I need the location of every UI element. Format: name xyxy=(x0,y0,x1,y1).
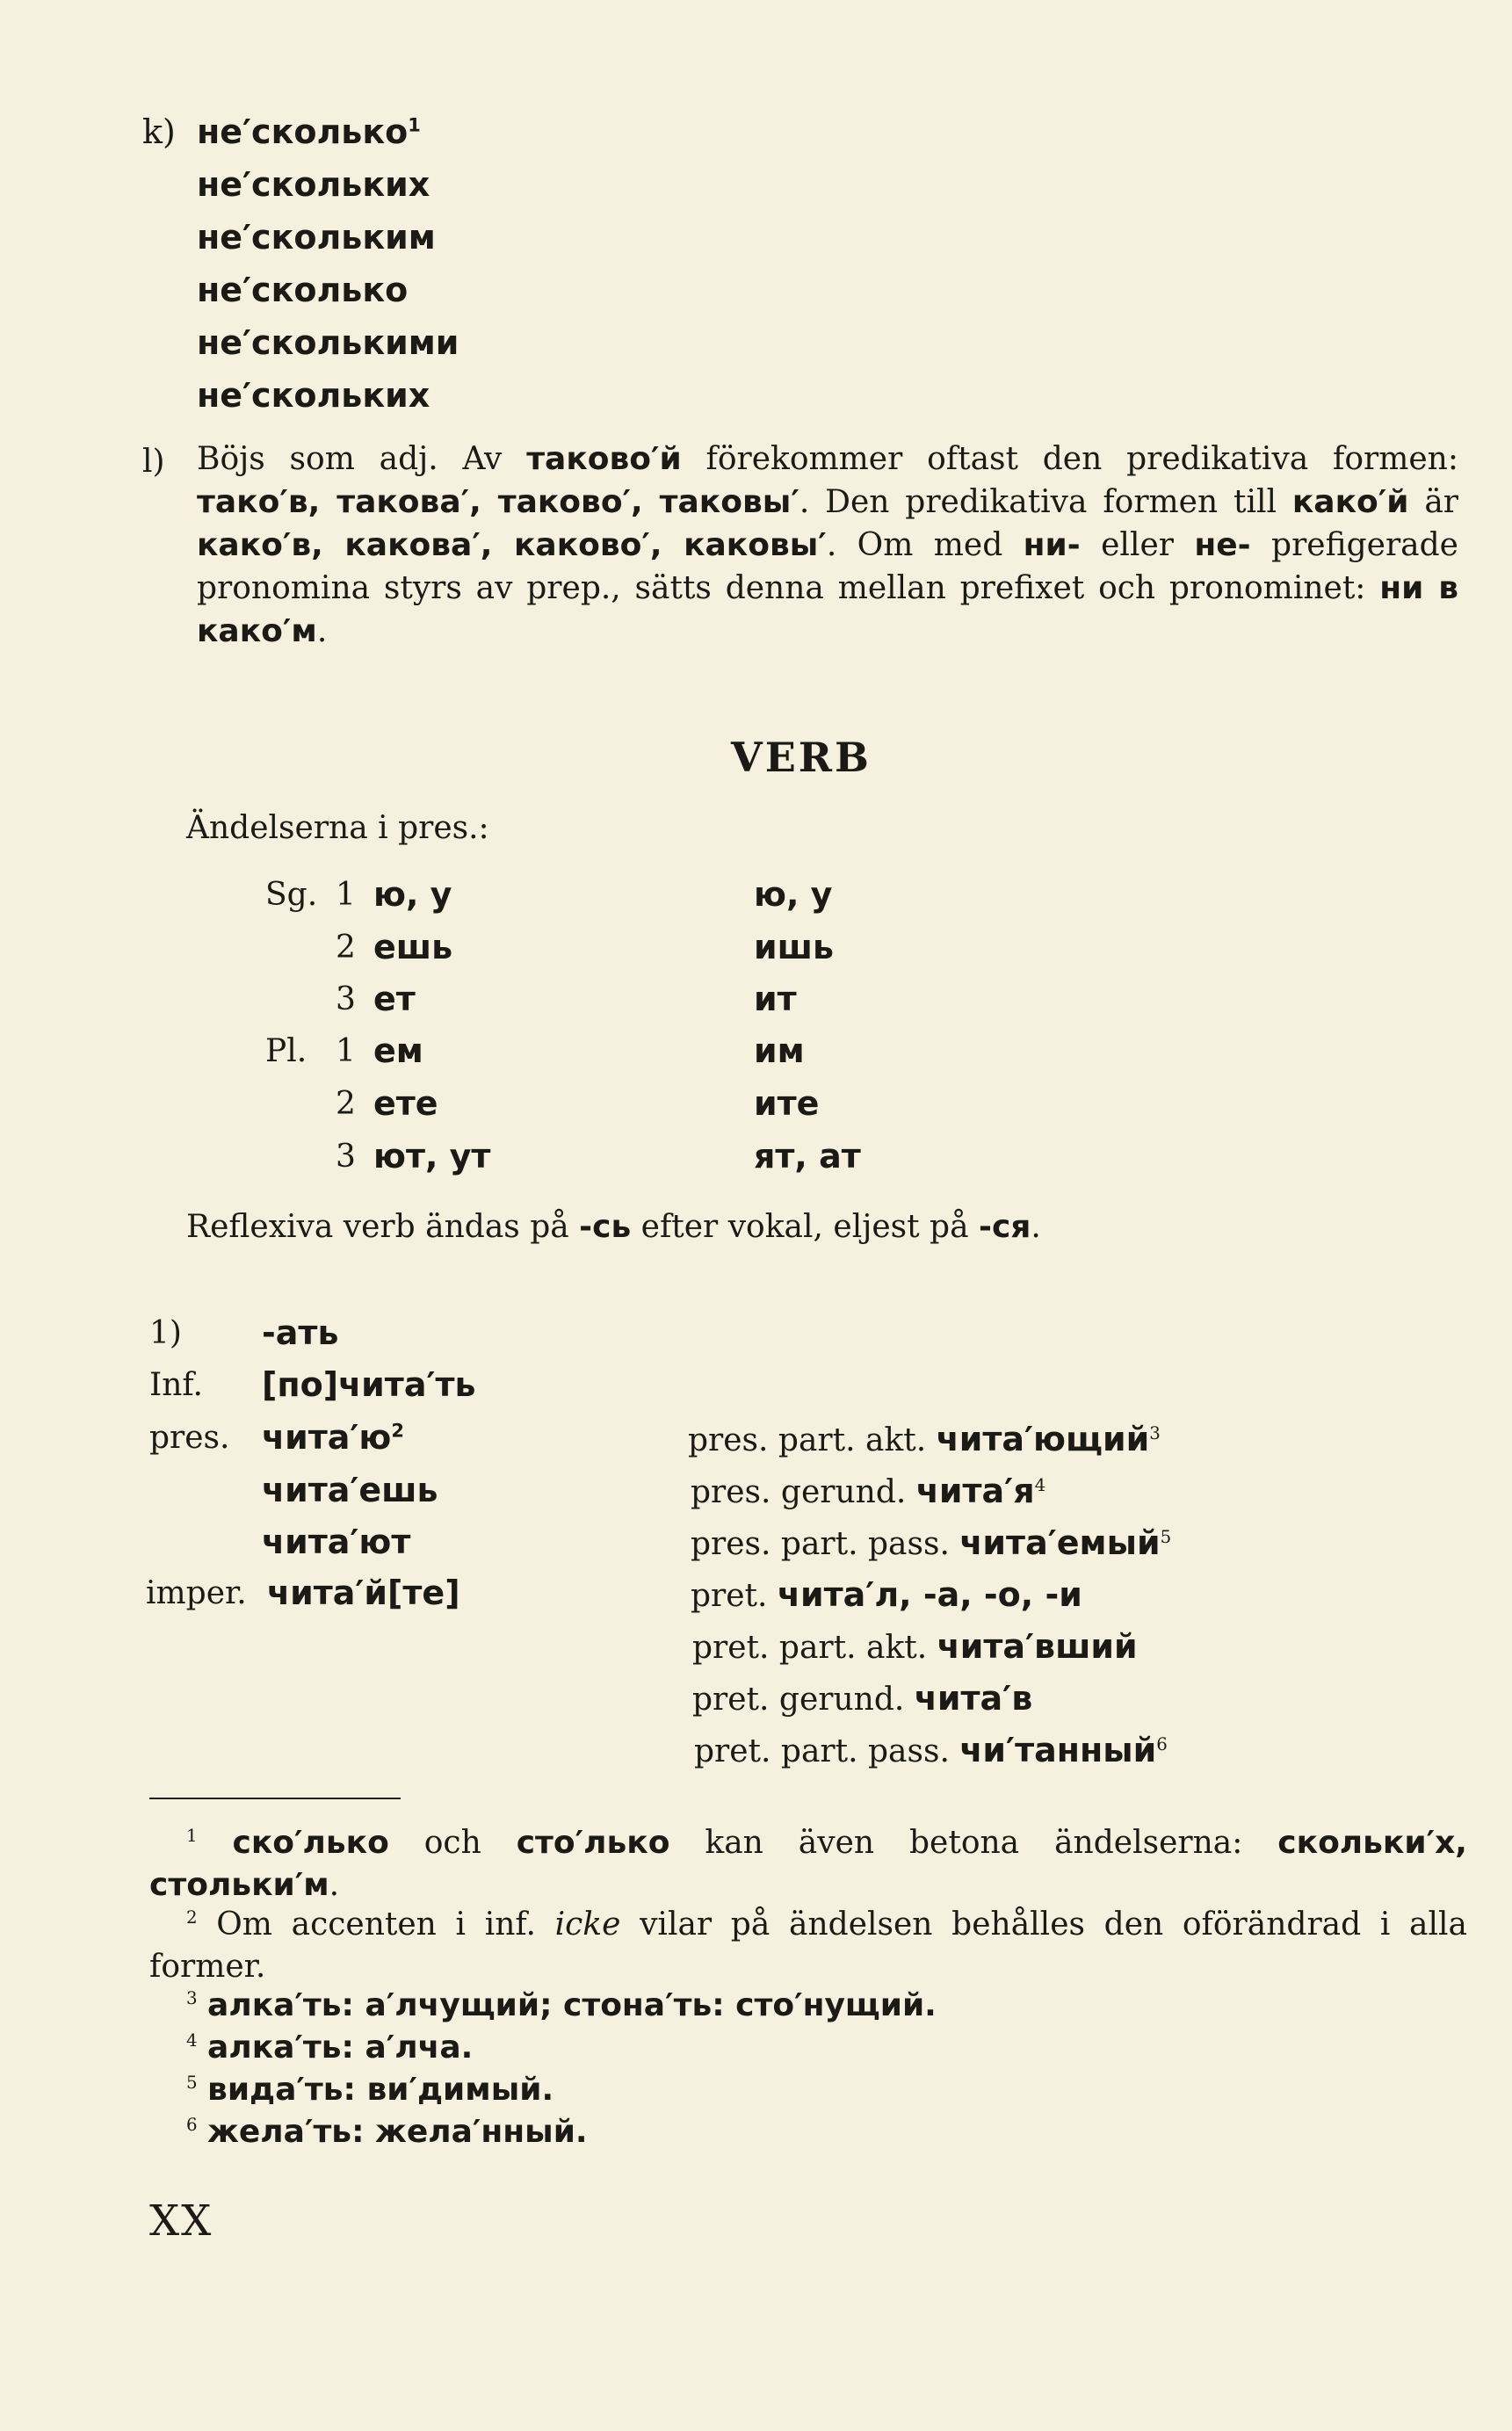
ending-row-b: ят, ат xyxy=(754,1137,861,1176)
pres-form-1: $чита'ю^2$ xyxy=(262,1418,404,1457)
footnote-rule xyxy=(149,1798,401,1799)
pres-form-3: чита′ют xyxy=(262,1523,411,1561)
section-l-label: l) xyxy=(142,444,165,480)
footnote-3: $^3$ алка′ть: а′лчущий; стона′ть: сто′нущий. xyxy=(186,1987,937,2023)
k-form-1: не′сколько$^1$ xyxy=(197,112,421,151)
imper-value: чита′й[те] xyxy=(267,1574,460,1612)
inf-value: [по]чита′ть xyxy=(262,1365,476,1404)
section-k-label: k) xyxy=(142,112,176,151)
ending-row-num: 3 xyxy=(336,981,356,1017)
participle-row: pret. part. akt. чита′вший xyxy=(692,1627,1138,1666)
k-form-6: не′скольких xyxy=(197,376,430,415)
pres-label: pres. xyxy=(149,1420,230,1456)
ending-row-num: 1 xyxy=(336,1033,356,1069)
participle-row: pret. чита′л, -а, -о, -и xyxy=(691,1575,1082,1614)
conj-number: 1) xyxy=(149,1315,182,1351)
ending-row-a: ешь xyxy=(373,928,453,966)
k-form-5: не′сколькими xyxy=(197,323,459,362)
ending-row-num: 1 xyxy=(336,877,356,913)
participle-row: pret. gerund. чита′в xyxy=(692,1679,1033,1718)
ending-row-b: им xyxy=(754,1031,805,1070)
verb-intro: Ändelserna i pres.: xyxy=(186,810,489,846)
ending-row-a: ет xyxy=(373,980,416,1018)
footnote-1: $^1$ ско′лько och сто′лько kan även betona ändelserna: скольки′х, стольки′м. xyxy=(149,1825,1467,1903)
ending-row-num: 3 xyxy=(336,1139,356,1175)
ending-row-b: ите xyxy=(754,1084,820,1123)
k-form-4: не′сколько xyxy=(197,271,409,309)
ending-row-a: ю, у xyxy=(373,875,452,914)
ending-row-b: ит xyxy=(754,980,797,1018)
inf-label: Inf. xyxy=(149,1367,203,1403)
ending-row-b: ю, у xyxy=(754,875,833,914)
footnote-2: $^2$ Om accenten i inf. icke vilar på ändelsen behålles den oförändrad i alla former. xyxy=(149,1906,1467,1985)
imper-label: imper. xyxy=(146,1575,247,1611)
reflexive-note: Reflexiva verb ändas på -сь efter vokal, eljest på -ся. xyxy=(186,1209,1041,1245)
k-form-3: не′скольким xyxy=(197,218,436,257)
ending-row-a: ют, ут xyxy=(373,1137,491,1176)
participle-row: pret. part. pass. чи′танный$^6$ xyxy=(694,1731,1168,1769)
ending-row-a: ем xyxy=(373,1031,423,1070)
ending-row-b: ишь xyxy=(754,928,835,966)
footnote-6: $^6$ жела′ть: жела′нный. xyxy=(186,2114,588,2150)
participle-row: pres. part. akt. чита′ющий$^3$ xyxy=(688,1420,1161,1458)
participle-row: pres. gerund. $чита'я^4$ xyxy=(691,1472,1046,1510)
footnote-4: $^4$ алка′ть: а′лча. xyxy=(186,2029,474,2066)
pres-form-2: чита′ешь xyxy=(262,1471,438,1509)
section-l-paragraph: Böjs som adj. Av таково′й förekommer oftast den predikativa formen: тако′в, такова′, таково′, таковы′. Den predikativa formen till како′й är како′в, какова′, каково′, каковы′. Om med ни- eller не- prefigerade pronomina styrs av prep., sätts denna mellan prefixet och pronominet: ни в како′м. xyxy=(197,441,1458,649)
sg-label: Sg. xyxy=(265,877,318,913)
participle-row: pres. part. pass. чита′емый$^5$ xyxy=(691,1523,1172,1562)
ending-row-a: ете xyxy=(373,1084,438,1123)
footnote-5: $^5$ вида′ть: ви′димый. xyxy=(186,2072,554,2108)
ending-row-num: 2 xyxy=(336,930,356,966)
k-form-2: не′скольких xyxy=(197,165,430,204)
pl-label: Pl. xyxy=(265,1033,307,1069)
page-number: XX xyxy=(149,2196,213,2246)
ending-row-num: 2 xyxy=(336,1086,356,1122)
verb-heading: VERB xyxy=(731,734,872,781)
conj-ending: -ать xyxy=(262,1313,339,1352)
